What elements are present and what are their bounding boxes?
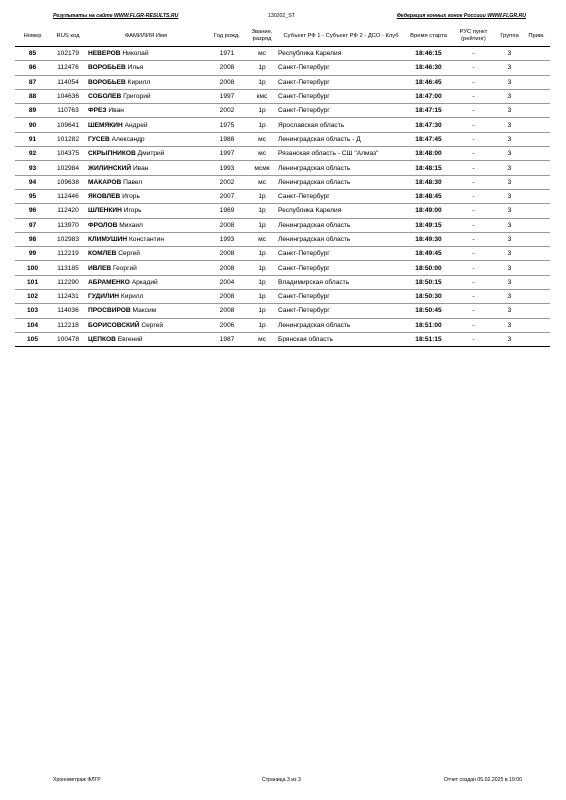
cell-birth-year: 2008 [206,290,248,304]
cell-rus-code: 102179 [50,47,86,61]
athlete-surname: ВОРОБЬЕВ [88,64,126,72]
cell-note [523,47,550,61]
athlete-first-name: Иван [132,164,149,172]
cell-region: Санкт-Петербург [276,290,406,304]
athlete-first-name: Иван [108,107,124,115]
cell-rus-code: 104636 [50,89,86,103]
cell-rus-code: 113185 [50,261,86,275]
athlete-first-name: Игорь [123,207,142,215]
cell-rank: 1р [248,261,276,275]
cell-rus-points: - [451,89,496,103]
cell-rus-code: 102983 [50,232,86,246]
cell-region: Ленинградская область [276,175,406,189]
athlete-first-name: Андрей [124,121,148,129]
cell-start-time: 18:49:30 [406,232,451,246]
cell-number: 103 [15,304,50,318]
cell-rus-points: - [451,61,496,75]
cell-region: Республика Карелия [276,47,406,61]
cell-number: 93 [15,161,50,175]
cell-birth-year: 1997 [206,147,248,161]
cell-note [523,75,550,89]
start-list-table [15,26,550,347]
cell-note [523,161,550,175]
cell-group: 3 [496,332,523,346]
cell-rus-code: 112446 [50,189,86,203]
cell-note [523,275,550,289]
cell-note [523,204,550,218]
cell-rus-points: - [451,290,496,304]
table-header [15,26,550,47]
cell-name [86,61,206,75]
cell-rus-points: - [451,75,496,89]
athlete-first-name: Георгий [112,264,137,272]
page-header [0,13,566,25]
cell-note [523,218,550,232]
cell-note [523,261,550,275]
cell-note [523,89,550,103]
cell-rank: 1р [248,218,276,232]
cell-number: 92 [15,147,50,161]
col-header-year: Год рожд. [206,26,248,47]
cell-name [86,189,206,203]
athlete-surname: ЯКОВЛЕВ [88,193,121,201]
cell-birth-year: 2004 [206,275,248,289]
cell-rank: мс [248,175,276,189]
cell-name [86,89,206,103]
table-row [15,118,550,132]
cell-rus-points: - [451,147,496,161]
cell-birth-year: 2008 [206,75,248,89]
cell-region: Ленинградская область [276,218,406,232]
athlete-first-name: Григорий [123,93,151,101]
table-row [15,104,550,118]
cell-region: Ярославская область [276,118,406,132]
col-header-region: Субъект РФ 1 - Субъект РФ 2 - ДСО - Клуб [276,26,406,47]
cell-name [86,118,206,132]
cell-region: Санкт-Петербург [276,247,406,261]
cell-rus-code: 112431 [50,290,86,304]
athlete-surname: ГУСЕВ [88,135,110,143]
cell-name [86,147,206,161]
footer-timing: Хронометраж ФЛГР [53,777,101,783]
cell-note [523,175,550,189]
cell-group: 3 [496,147,523,161]
athlete-surname: ШЕМЯКИН [88,121,123,129]
cell-number: 98 [15,232,50,246]
athlete-first-name: Кирилл [127,78,151,86]
cell-note [523,118,550,132]
cell-rus-points: - [451,204,496,218]
table-row [15,61,550,75]
cell-start-time: 18:46:30 [406,61,451,75]
athlete-first-name: Александр [111,135,145,143]
athlete-surname: АБРАМЕНКО [88,278,130,286]
cell-start-time: 18:48:15 [406,161,451,175]
table-row [15,261,550,275]
cell-start-time: 18:49:45 [406,247,451,261]
cell-number: 88 [15,89,50,103]
cell-rank: мс [248,332,276,346]
cell-rus-points: - [451,304,496,318]
cell-start-time: 18:49:00 [406,204,451,218]
athlete-surname: ЖИЛИНСКИЙ [88,164,132,172]
cell-rank: мс [248,232,276,246]
athlete-first-name: Кирилл [120,293,144,301]
cell-region: Санкт-Петербург [276,75,406,89]
cell-group: 3 [496,304,523,318]
athlete-surname: КЛИМУШИН [88,236,128,243]
cell-rus-points: - [451,47,496,61]
cell-number: 94 [15,175,50,189]
cell-rank: мс [248,132,276,146]
cell-start-time: 18:48:45 [406,189,451,203]
cell-name [86,304,206,318]
table-row [15,161,550,175]
cell-number: 101 [15,275,50,289]
cell-region: Санкт-Петербург [276,61,406,75]
cell-start-time: 18:50:45 [406,304,451,318]
cell-group: 3 [496,247,523,261]
cell-birth-year: 2008 [206,261,248,275]
cell-region: Рязанская область - СШ "Алмаз" [276,147,406,161]
cell-rank: 1р [248,290,276,304]
cell-name [86,218,206,232]
cell-start-time: 18:46:15 [406,47,451,61]
col-header-name: ФАМИЛИЯ Имя [86,26,206,47]
cell-birth-year: 1969 [206,204,248,218]
cell-start-time: 18:46:45 [406,75,451,89]
table-row [15,47,550,61]
athlete-surname: МАКАРОВ [88,178,122,186]
cell-number: 96 [15,204,50,218]
athlete-surname: КОМЛЕВ [88,250,117,258]
cell-rank: 1р [248,189,276,203]
cell-start-time: 18:47:45 [406,132,451,146]
athlete-surname: НЕВЕРОВ [88,50,121,58]
cell-note [523,290,550,304]
table-row [15,275,550,289]
cell-start-time: 18:50:15 [406,275,451,289]
cell-rus-code: 112420 [50,204,86,218]
cell-group: 3 [496,261,523,275]
table-row [15,132,550,146]
cell-rus-code: 100478 [50,332,86,346]
col-header-start-time: Время старта [406,26,451,47]
cell-number: 99 [15,247,50,261]
col-header-number: Номер [15,26,50,47]
athlete-surname: ИВЛЕВ [88,264,112,272]
cell-group: 3 [496,189,523,203]
cell-name [86,261,206,275]
cell-rus-points: - [451,332,496,346]
cell-start-time: 18:47:15 [406,104,451,118]
cell-note [523,147,550,161]
federation-site-link[interactable]: Федерация гонных гонок Россиии WWW.FLGR.RU [396,13,526,19]
cell-rus-points: - [451,218,496,232]
cell-birth-year: 1993 [206,232,248,246]
cell-birth-year: 2002 [206,104,248,118]
cell-rank: 1р [248,318,276,332]
table-row [15,75,550,89]
athlete-surname: ПРОСВИРОВ [88,307,131,315]
cell-birth-year: 1988 [206,132,248,146]
cell-start-time: 18:48:00 [406,147,451,161]
cell-group: 3 [496,118,523,132]
cell-rus-code: 113970 [50,218,86,232]
table-row [15,318,550,332]
cell-name [86,332,206,346]
cell-birth-year: 2002 [206,175,248,189]
cell-note [523,189,550,203]
cell-group: 3 [496,61,523,75]
cell-rank: кмс [248,89,276,103]
cell-rank: 1р [248,118,276,132]
cell-region: Брянская область [276,332,406,346]
cell-birth-year: 2008 [206,61,248,75]
athlete-first-name: Аркадий [131,278,158,286]
cell-number: 95 [15,189,50,203]
cell-region: Ленинградская область [276,318,406,332]
athlete-surname: ГУДИЛИН [88,293,120,301]
cell-group: 3 [496,175,523,189]
cell-rus-code: 114054 [50,75,86,89]
cell-region: Санкт-Петербург [276,189,406,203]
table-row [15,175,550,189]
cell-number: 100 [15,261,50,275]
cell-group: 3 [496,232,523,246]
athlete-surname: ФРОЛОВ [88,221,118,229]
results-site-link[interactable]: Результаты на сайте WWW.FLGR-RESULTS.RU [53,13,179,19]
athlete-first-name: Константин [128,236,165,243]
cell-rus-points: - [451,247,496,261]
cell-region: Санкт-Петербург [276,304,406,318]
athlete-first-name: Сергей [141,321,164,329]
cell-note [523,304,550,318]
cell-name [86,247,206,261]
cell-region: Ленинградская область - Д [276,132,406,146]
cell-number: 105 [15,332,50,346]
cell-birth-year: 2008 [206,218,248,232]
athlete-first-name: Павел [123,178,143,186]
cell-number: 104 [15,318,50,332]
cell-note [523,247,550,261]
cell-rus-code: 101282 [50,132,86,146]
cell-rus-points: - [451,275,496,289]
cell-birth-year: 1975 [206,118,248,132]
footer-report-date: Отчет создан 05.02.2025 в 19:00 [443,777,522,783]
cell-note [523,332,550,346]
cell-note [523,61,550,75]
cell-birth-year: 1987 [206,332,248,346]
col-header-note: Прим. [523,26,550,47]
cell-rus-code: 114036 [50,304,86,318]
cell-number: 90 [15,118,50,132]
cell-rank: 1р [248,304,276,318]
protocol-code: 130202_ST [268,13,295,19]
cell-name [86,47,206,61]
athlete-first-name: Михаил [119,221,143,229]
cell-birth-year: 2008 [206,304,248,318]
cell-name [86,132,206,146]
cell-group: 3 [496,161,523,175]
cell-note [523,104,550,118]
cell-rus-points: - [451,261,496,275]
cell-rus-code: 112218 [50,318,86,332]
table-row [15,204,550,218]
cell-start-time: 18:51:00 [406,318,451,332]
cell-birth-year: 1993 [206,161,248,175]
table-row [15,218,550,232]
cell-rank: 1р [248,104,276,118]
cell-group: 3 [496,104,523,118]
cell-number: 85 [15,47,50,61]
col-header-group: Группа [496,26,523,47]
cell-rank: мс [248,47,276,61]
cell-name [86,275,206,289]
table-row [15,290,550,304]
cell-birth-year: 2008 [206,247,248,261]
cell-start-time: 18:47:00 [406,89,451,103]
table-row [15,189,550,203]
cell-birth-year: 2006 [206,318,248,332]
table-row [15,232,550,246]
cell-birth-year: 1971 [206,47,248,61]
cell-region: Санкт-Петербург [276,89,406,103]
table-row [15,304,550,318]
athlete-first-name: Максим [132,307,157,315]
cell-birth-year: 2007 [206,189,248,203]
cell-group: 3 [496,218,523,232]
cell-name [86,232,206,246]
cell-number: 102 [15,290,50,304]
cell-number: 86 [15,61,50,75]
cell-group: 3 [496,47,523,61]
athlete-first-name: Дмитрий [137,150,165,158]
cell-rus-code: 110763 [50,104,86,118]
cell-name [86,318,206,332]
cell-number: 97 [15,218,50,232]
cell-rus-points: - [451,104,496,118]
cell-rank: 1р [248,75,276,89]
cell-group: 3 [496,204,523,218]
cell-group: 3 [496,75,523,89]
cell-note [523,132,550,146]
cell-rus-points: - [451,161,496,175]
cell-region: Санкт-Петербург [276,104,406,118]
cell-rank: 1р [248,61,276,75]
cell-rus-code: 112219 [50,247,86,261]
table-row [15,89,550,103]
athlete-surname: ШЛЕНКИН [88,207,122,215]
cell-rank: мсмк [248,161,276,175]
cell-start-time: 18:47:30 [406,118,451,132]
cell-start-time: 18:51:15 [406,332,451,346]
cell-name [86,104,206,118]
cell-name [86,175,206,189]
athlete-first-name: Николай [122,50,149,58]
cell-group: 3 [496,275,523,289]
cell-name [86,204,206,218]
cell-start-time: 18:50:30 [406,290,451,304]
cell-group: 3 [496,89,523,103]
athlete-surname: ФРЕЗ [88,107,107,115]
cell-start-time: 18:50:00 [406,261,451,275]
col-header-rus-points: РУС пункт (рейтинг) [451,26,496,47]
cell-number: 91 [15,132,50,146]
cell-name [86,290,206,304]
cell-group: 3 [496,318,523,332]
athlete-surname: СОБОЛЕВ [88,93,122,101]
athlete-surname: СКРЫПНИКОВ [88,150,136,158]
cell-rus-points: - [451,132,496,146]
footer-page-number: Страница 3 из 3 [262,777,301,783]
cell-rus-code: 112290 [50,275,86,289]
col-header-rank: Звание, разряд [248,26,276,47]
cell-group: 3 [496,132,523,146]
cell-region: Ленинградская область [276,232,406,246]
cell-start-time: 18:48:30 [406,175,451,189]
cell-note [523,232,550,246]
cell-rus-points: - [451,189,496,203]
cell-birth-year: 1997 [206,89,248,103]
cell-note [523,318,550,332]
cell-name [86,75,206,89]
cell-region: Республика Карелия [276,204,406,218]
athlete-first-name: Евгений [117,336,143,344]
cell-rus-points: - [451,232,496,246]
cell-region: Санкт-Петербург [276,261,406,275]
cell-region: Владимирская область [276,275,406,289]
athlete-surname: БОРИСОВСКИЙ [88,321,140,329]
cell-rus-points: - [451,118,496,132]
cell-rus-code: 104375 [50,147,86,161]
cell-number: 87 [15,75,50,89]
cell-rus-points: - [451,318,496,332]
cell-rus-points: - [451,175,496,189]
cell-start-time: 18:49:15 [406,218,451,232]
cell-rus-code: 112476 [50,61,86,75]
cell-number: 89 [15,104,50,118]
cell-group: 3 [496,290,523,304]
table-row [15,247,550,261]
cell-rank: 1р [248,247,276,261]
athlete-surname: ВОРОБЬЕВ [88,78,126,86]
cell-rus-code: 102984 [50,161,86,175]
col-header-code: RUS код [50,26,86,47]
cell-rank: 1р [248,275,276,289]
table-body [15,47,550,347]
athlete-first-name: Сергей [118,250,140,258]
athlete-first-name: Игорь [122,193,140,201]
cell-name [86,161,206,175]
table-row [15,147,550,161]
athlete-first-name: Илья [127,64,144,72]
cell-rus-code: 109638 [50,175,86,189]
cell-rank: мс [248,147,276,161]
cell-region: Ленинградская область [276,161,406,175]
cell-rus-code: 109641 [50,118,86,132]
table-row [15,332,550,346]
cell-rank: 1р [248,204,276,218]
page-footer [0,777,566,787]
athlete-surname: ЦЕПКОВ [88,336,116,344]
